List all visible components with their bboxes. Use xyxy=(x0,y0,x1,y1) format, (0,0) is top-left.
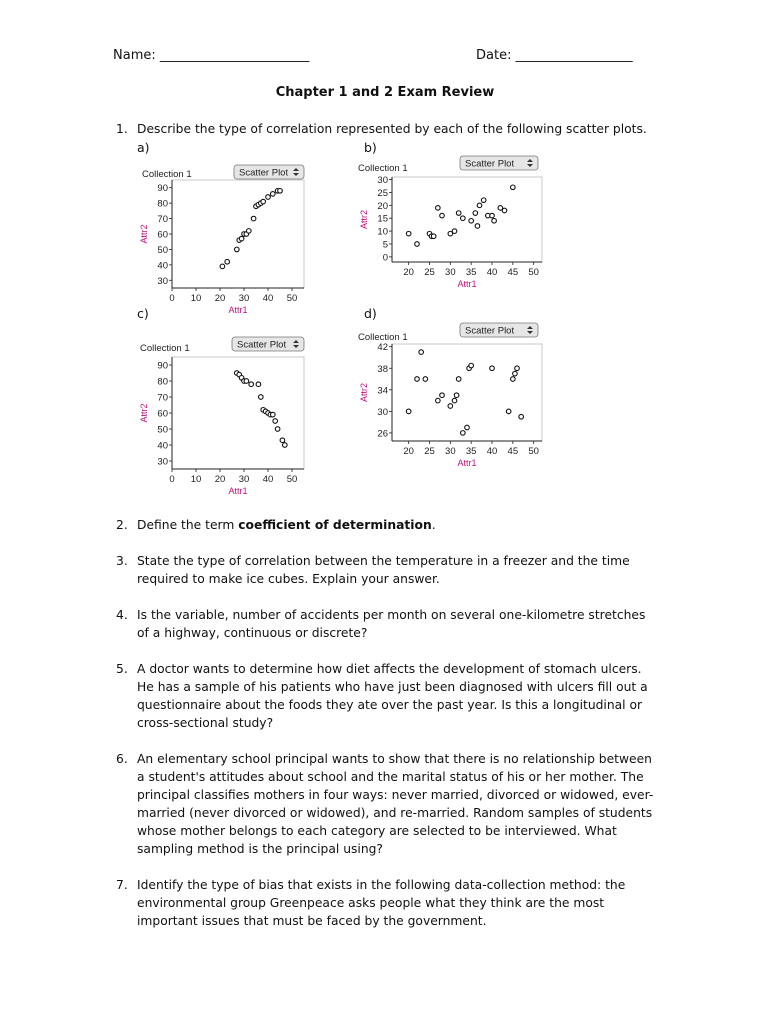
plot-label-a: a) xyxy=(137,140,150,155)
data-point xyxy=(452,398,457,403)
data-point xyxy=(469,218,474,223)
x-tick-label: 40 xyxy=(486,267,498,278)
x-tick-label: 45 xyxy=(507,446,519,457)
dropdown-label: Scatter Plot xyxy=(237,339,287,351)
x-tick-label: 30 xyxy=(238,293,250,304)
date-field-label: Date: __________________ xyxy=(476,48,633,63)
data-point xyxy=(244,379,249,384)
question-1 xyxy=(116,120,697,138)
x-axis-title: Attr1 xyxy=(457,279,477,289)
data-point xyxy=(469,363,474,368)
x-tick-label: 45 xyxy=(507,267,519,278)
y-axis-title: Attr2 xyxy=(359,209,369,230)
data-point xyxy=(406,409,411,414)
question-number: 6. xyxy=(116,752,128,766)
data-point xyxy=(492,218,497,223)
x-tick-label: 30 xyxy=(238,474,250,485)
x-tick-label: 50 xyxy=(528,446,539,457)
data-point xyxy=(440,393,445,398)
data-point xyxy=(271,192,276,197)
x-tick-label: 40 xyxy=(262,474,274,485)
data-point xyxy=(235,247,240,252)
data-point xyxy=(490,213,495,218)
y-tick-label: 70 xyxy=(157,392,168,404)
question-text: A doctor wants to determine how diet affects the development of stomach ulcers. He has a sample of his patients who have just been diagnosed with ulcers fill out a questionnaire about the foods they ate over the past year. Is this a longitudinal or cross-sectional study? xyxy=(137,662,648,730)
y-tick-label: 15 xyxy=(377,213,388,225)
data-point xyxy=(261,199,266,204)
data-point xyxy=(239,236,244,241)
data-point xyxy=(266,195,271,200)
question-text: Describe the type of correlation represented by each of the following scatter plots. xyxy=(137,122,647,136)
plot-type-dropdown[interactable] xyxy=(460,323,538,337)
plot-type-dropdown[interactable] xyxy=(232,337,304,351)
y-tick-label: 90 xyxy=(157,183,168,195)
data-point xyxy=(256,382,261,387)
y-axis-title: Attr2 xyxy=(139,224,149,244)
data-point xyxy=(220,264,225,269)
plot-label-d: d) xyxy=(364,306,377,321)
question-text: Define the term coefficient of determination. xyxy=(137,518,436,532)
y-tick-label: 40 xyxy=(157,260,168,272)
data-point xyxy=(273,419,278,424)
question-number: 4. xyxy=(116,608,128,622)
y-tick-label: 26 xyxy=(377,428,388,440)
collection-label: Collection 1 xyxy=(358,163,408,174)
x-tick-label: 20 xyxy=(403,446,414,457)
x-axis-title: Attr1 xyxy=(228,486,248,496)
data-point xyxy=(465,425,470,430)
y-tick-label: 80 xyxy=(157,376,168,388)
dropdown-label: Scatter Plot xyxy=(239,167,289,179)
data-point xyxy=(452,229,457,234)
page-title: Chapter 1 and 2 Exam Review xyxy=(275,85,495,100)
question-6 xyxy=(116,750,657,858)
data-point xyxy=(415,377,420,382)
question-number: 2. xyxy=(116,518,128,532)
y-tick-label: 30 xyxy=(157,456,168,468)
data-point xyxy=(280,438,285,443)
y-tick-label: 50 xyxy=(157,424,168,436)
data-point xyxy=(278,189,283,194)
y-tick-label: 25 xyxy=(377,187,388,199)
data-point xyxy=(431,234,436,239)
plot-type-dropdown[interactable] xyxy=(234,165,304,179)
data-point xyxy=(283,443,288,448)
data-point xyxy=(436,206,441,211)
data-point xyxy=(461,216,466,221)
data-point xyxy=(406,231,411,236)
data-point xyxy=(271,412,276,417)
x-tick-label: 30 xyxy=(445,446,456,457)
data-point xyxy=(473,211,478,216)
question-number: 3. xyxy=(116,554,128,568)
data-point xyxy=(448,404,453,409)
x-tick-label: 0 xyxy=(169,293,175,304)
data-point xyxy=(511,185,516,190)
x-tick-label: 20 xyxy=(214,293,226,304)
question-number: 5. xyxy=(116,662,128,676)
x-tick-label: 35 xyxy=(465,267,477,278)
data-point xyxy=(456,211,461,216)
data-point xyxy=(511,377,516,382)
data-point xyxy=(423,377,428,382)
question-2 xyxy=(116,516,657,534)
y-tick-label: 20 xyxy=(377,200,388,212)
y-tick-label: 0 xyxy=(382,252,388,264)
x-tick-label: 10 xyxy=(190,474,202,485)
data-point xyxy=(251,216,256,221)
plot-label-b: b) xyxy=(364,140,377,155)
plot-frame xyxy=(172,180,304,288)
data-point xyxy=(247,229,252,234)
plot-frame xyxy=(392,177,542,262)
scatter-plot-d xyxy=(350,322,550,479)
question-number: 1. xyxy=(116,122,128,136)
y-tick-label: 34 xyxy=(377,385,388,397)
x-tick-label: 50 xyxy=(286,293,298,304)
y-tick-label: 30 xyxy=(377,175,388,187)
y-tick-label: 70 xyxy=(157,214,168,226)
y-tick-label: 42 xyxy=(377,342,388,354)
question-5 xyxy=(116,660,657,732)
x-axis-title: Attr1 xyxy=(457,458,477,468)
x-tick-label: 20 xyxy=(214,474,226,485)
data-point xyxy=(461,431,466,436)
data-point xyxy=(477,203,482,208)
name-field-label: Name: _______________________ xyxy=(113,48,310,63)
y-tick-label: 60 xyxy=(157,229,168,241)
y-tick-label: 5 xyxy=(382,239,388,251)
dropdown-label: Scatter Plot xyxy=(465,158,515,170)
data-point xyxy=(475,224,480,229)
x-tick-label: 30 xyxy=(445,267,456,278)
y-tick-label: 30 xyxy=(377,406,388,418)
question-4 xyxy=(116,606,657,642)
x-axis-title: Attr1 xyxy=(228,305,248,315)
y-tick-label: 50 xyxy=(157,244,168,256)
scatter-plot-c xyxy=(130,334,310,496)
data-point xyxy=(419,350,424,355)
data-point xyxy=(275,427,280,432)
x-tick-label: 40 xyxy=(262,293,274,304)
data-point xyxy=(481,198,486,203)
collection-label: Collection 1 xyxy=(140,343,190,354)
question-7 xyxy=(116,876,657,930)
data-point xyxy=(249,382,254,387)
y-tick-label: 90 xyxy=(157,360,168,372)
question-text: Is the variable, number of accidents per month on several one-kilometre stretches of a highway, continuous or discrete? xyxy=(137,608,646,640)
scatter-plot-a xyxy=(130,160,310,315)
data-point xyxy=(456,377,461,382)
x-tick-label: 40 xyxy=(486,446,498,457)
plot-type-dropdown[interactable] xyxy=(460,156,538,170)
y-tick-label: 10 xyxy=(377,226,388,238)
y-tick-label: 38 xyxy=(377,363,388,375)
x-tick-label: 35 xyxy=(465,446,477,457)
x-tick-label: 50 xyxy=(286,474,298,485)
collection-label: Collection 1 xyxy=(358,332,408,343)
plot-label-c: c) xyxy=(137,306,149,321)
data-point xyxy=(454,393,459,398)
question-text: Identify the type of bias that exists in the following data-collection method: the environmental group Greenpeace asks people what they think are the most important issues that must be faced by the government. xyxy=(137,878,626,928)
y-tick-label: 30 xyxy=(157,275,168,287)
question-text: An elementary school principal wants to show that there is no relationship between a student's attitudes about school and the marital status of his or her mother. The principal classifies mothers in four ways: never married, divorced or widowed, ever-married (never divorced or widowed), and re-married. Random samples of students whose mother belongs to each category are selected to be interviewed. What sampling method is the principal using? xyxy=(137,752,654,856)
data-point xyxy=(519,414,524,419)
dropdown-label: Scatter Plot xyxy=(465,325,515,337)
question-text: State the type of correlation between the temperature in a freezer and the time required to make ice cubes. Explain your answer. xyxy=(137,554,630,586)
collection-label: Collection 1 xyxy=(142,169,192,180)
data-point xyxy=(513,371,518,376)
y-tick-label: 60 xyxy=(157,408,168,420)
y-axis-title: Attr2 xyxy=(139,403,149,423)
data-point xyxy=(436,398,441,403)
y-tick-label: 80 xyxy=(157,198,168,210)
data-point xyxy=(225,259,230,264)
bold-term: coefficient of determination xyxy=(238,518,432,532)
y-tick-label: 40 xyxy=(157,440,168,452)
question-number: 7. xyxy=(116,878,128,892)
question-3 xyxy=(116,552,657,588)
data-point xyxy=(490,366,495,371)
x-tick-label: 0 xyxy=(169,474,175,485)
data-point xyxy=(415,242,420,247)
x-tick-label: 20 xyxy=(403,267,414,278)
data-point xyxy=(515,366,520,371)
y-axis-title: Attr2 xyxy=(359,382,369,403)
data-point xyxy=(506,409,511,414)
x-tick-label: 10 xyxy=(190,293,202,304)
data-point xyxy=(259,395,264,400)
x-tick-label: 25 xyxy=(424,446,435,457)
data-point xyxy=(440,213,445,218)
x-tick-label: 25 xyxy=(424,267,435,278)
scatter-plot-b xyxy=(350,153,550,305)
data-point xyxy=(502,208,507,213)
x-tick-label: 50 xyxy=(528,267,539,278)
